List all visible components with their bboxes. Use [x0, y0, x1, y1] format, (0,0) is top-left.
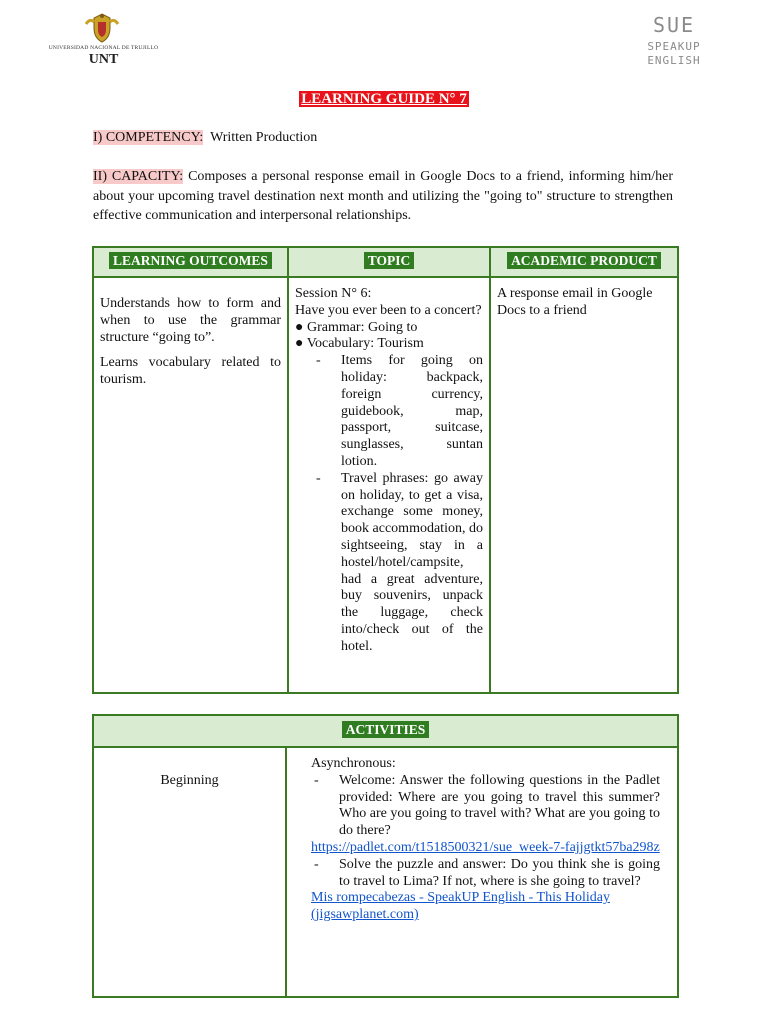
activities-table — [92, 714, 679, 998]
outcomes-header-row — [93, 247, 678, 277]
outcomes-table — [92, 246, 679, 694]
header-cell-product — [490, 247, 678, 277]
topic-bullet: ● Vocabulary: Tourism — [295, 336, 424, 352]
header-activities: ACTIVITIES — [342, 721, 430, 738]
product-cell — [490, 277, 678, 693]
header-cell-topic — [288, 247, 490, 277]
university-name: UNIVERSIDAD NACIONAL DE TRUJILLO — [48, 45, 159, 51]
activities-body-row — [93, 747, 678, 997]
capacity-text: Composes a personal response email in Google Docs to a friend, informing him/her about your upcoming travel destination next month and utilizing the "going to" structure to strengthen effective communication and interpersonal relationships. — [93, 169, 674, 223]
sue-logo — [622, 13, 726, 67]
competency-label: I) COMPETENCY: — [93, 130, 204, 145]
outcome-item: Learns vocabulary related to tourism. — [100, 355, 281, 388]
competency-line — [93, 128, 673, 148]
outcomes-cell — [93, 277, 288, 693]
topic-cell — [288, 277, 490, 693]
jigsaw-link[interactable]: Mis rompecabezas - SpeakUP English - This Holiday (jigsawplanet.com) — [311, 890, 611, 923]
header-academic-product: ACADEMIC PRODUCT — [507, 252, 661, 269]
topic-sub-item: - Travel phrases: go away on holiday, to get a visa, exchange some money, book accommodation, do sightseeing, stay in a hostel/hotel/campsite, had a great adventure, buy souvenirs, unpack the luggage, check into/check out of the hotel. — [341, 471, 483, 656]
activity-mode: Asynchronous: — [311, 756, 396, 771]
page-title — [0, 90, 768, 108]
topic-sub-items — [295, 353, 483, 655]
unt-logo — [46, 12, 161, 68]
header-learning-outcomes: LEARNING OUTCOMES — [109, 252, 272, 269]
outcome-item: Understands how to form and when to use the grammar structure “going to”. — [100, 296, 281, 345]
crest-icon — [82, 12, 122, 46]
activity-item: - Solve the puzzle and answer: Do you think she is going to travel to Lima? If not, where is she going to travel? — [339, 857, 660, 891]
padlet-link[interactable]: https://padlet.com/t1518500321/sue_week-7-fajjgtkt57ba298z — [311, 839, 660, 855]
topic-sub-item: - Items for going on holiday: backpack, foreign currency, guidebook, map, passport, suitcase, sunglasses, suntan lotion. — [341, 353, 483, 471]
sue-logo-top: SUE — [652, 13, 696, 37]
header-topic: TOPIC — [364, 252, 415, 269]
topic-bullet: ● Grammar: Going to — [295, 319, 418, 335]
topic-bullets — [295, 320, 483, 354]
competency-value: Written Production — [210, 130, 318, 145]
header-cell-outcomes — [93, 247, 288, 277]
activities-header-row — [93, 715, 678, 747]
activity-list — [311, 773, 660, 840]
stage-label: Beginning — [160, 773, 219, 788]
sue-logo-bottom: SPEAKUP ENGLISH — [647, 40, 701, 67]
university-abbr: UNT — [88, 52, 119, 67]
activities-header-cell — [93, 715, 678, 747]
activity-item: - Welcome: Answer the following questions in the Padlet provided: Where are you going to travel this summer? Who are you going to travel with? What are you going to do there? — [339, 773, 660, 840]
activities-content-cell — [286, 747, 678, 997]
capacity-paragraph — [93, 167, 673, 226]
academic-product-text: A response email in Google Docs to a friend — [497, 286, 653, 318]
outcomes-body-row — [93, 277, 678, 693]
stage-cell — [93, 747, 286, 997]
page-title-text: LEARNING GUIDE N° 7 — [301, 91, 467, 107]
topic-session: Session N° 6: — [295, 286, 372, 301]
activity-list — [311, 857, 660, 891]
capacity-label: II) CAPACITY: — [93, 169, 184, 184]
topic-question: Have you ever been to a concert? — [295, 302, 482, 318]
